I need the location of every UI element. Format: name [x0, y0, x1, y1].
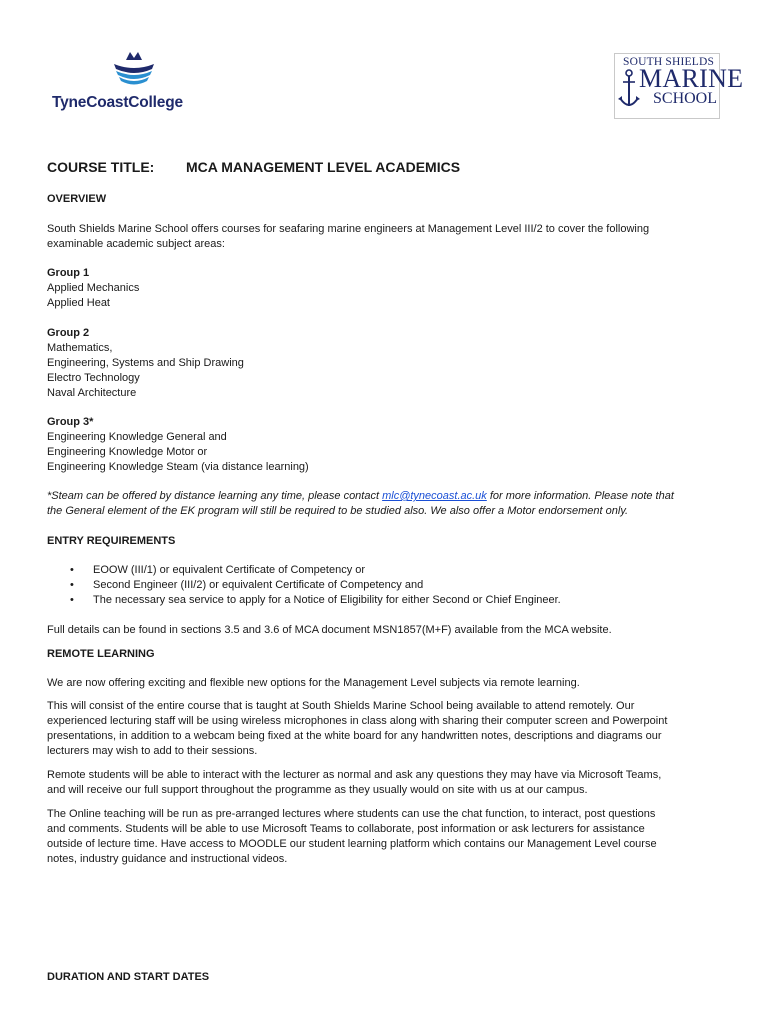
logo-text-marine: MARINE: [639, 64, 744, 93]
remote-paragraph-1: We are now offering exciting and flexible new options for the Management Level subjects via remote learning.: [47, 677, 580, 689]
remote-paragraph-4-line: The Online teaching will be run as pre-arranged lectures where students can use the chat function, to interact, post questions: [47, 808, 656, 820]
logo-text-tynecoast: TyneCoast: [52, 94, 129, 111]
remote-paragraph-2-line: experienced lecturing staff will be using wireless microphones in class along with sharing their computer screen and Powerpoint: [47, 715, 668, 727]
remote-paragraph-4-line: outside of lecture time. Have access to MOODLE our student learning platform which contains our Management Level course: [47, 838, 657, 850]
ship-icon: [104, 50, 164, 92]
overview-heading: OVERVIEW: [47, 193, 107, 205]
entry-requirements-list: [70, 563, 561, 608]
group-3-item: Engineering Knowledge General and: [47, 431, 227, 443]
group-1-title: Group 1: [47, 267, 90, 279]
group-2-item: Electro Technology: [47, 372, 140, 384]
remote-paragraph-2-line: This will consist of the entire course that is taught at South Shields Marine School being available to attend remotely. Our: [47, 700, 635, 712]
remote-paragraph-4-line: and comments. Students will be able to use Microsoft Teams to collaborate, post information or ask lecturers for assistance: [47, 823, 645, 835]
remote-paragraph-3-line: Remote students will be able to interact with the lecturer as normal and ask any questions they may have via Microsoft Teams,: [47, 769, 662, 781]
list-item: • EOOW (III/1) or equivalent Certificate of Competency or: [70, 563, 561, 578]
course-title-value: MCA MANAGEMENT LEVEL ACADEMICS: [186, 159, 461, 175]
contact-email-link[interactable]: mlc@tynecoast.ac.uk: [382, 490, 487, 502]
group-3-item: Engineering Knowledge Motor or: [47, 446, 208, 458]
group-2-item: Engineering, Systems and Ship Drawing: [47, 357, 244, 369]
entry-details: Full details can be found in sections 3.5 and 3.6 of MCA document MSN1857(M+F) available from the MCA website.: [47, 624, 612, 636]
tyne-coast-college-logo: [52, 50, 212, 120]
group-1-item: Applied Heat: [47, 297, 110, 309]
list-item: • Second Engineer (III/2) or equivalent Certificate of Competency and: [70, 578, 561, 593]
duration-heading: DURATION AND START DATES: [47, 971, 210, 983]
remote-paragraph-2-line: presentations, in addition to a webcam being fixed at the white board for any handwritten notes, descriptions and diagrams our: [47, 730, 662, 742]
list-item: • The necessary sea service to apply for a Notice of Eligibility for either Second or Chief Engineer.: [70, 593, 561, 608]
group-2-item: Naval Architecture: [47, 387, 137, 399]
south-shields-marine-school-logo: [614, 53, 744, 119]
overview-intro-line-2: examinable academic subject areas:: [47, 238, 225, 250]
logo-text-college: College: [128, 94, 183, 111]
group-3-item: Engineering Knowledge Steam (via distance learning): [47, 461, 309, 473]
remote-paragraph-3-line: and will receive our full support throughout the programme as they usually would on site with us at our campus.: [47, 784, 588, 796]
remote-paragraph-2-line: lecturers may wish to add to their sessions.: [47, 745, 258, 757]
anchor-icon: [617, 68, 641, 112]
logo-text-south-shields: SOUTH SHIELDS: [623, 56, 715, 68]
remote-paragraph-4-line: notes, industry guidance and instructional videos.: [47, 853, 288, 865]
group-2-title: Group 2: [47, 327, 90, 339]
entry-requirements-heading: ENTRY REQUIREMENTS: [47, 535, 176, 547]
steam-note-line-2: the General element of the EK program will still be required to be studied also. We also offer a Motor endorsement only.: [47, 505, 629, 517]
course-title-label: COURSE TITLE:: [47, 159, 155, 175]
group-3-title: Group 3*: [47, 416, 94, 428]
group-2-item: Mathematics,: [47, 342, 113, 354]
logo-text-school: SCHOOL: [653, 90, 718, 107]
steam-note-text: for more information. Please note that: [486, 490, 674, 502]
steam-note-line-1: [47, 489, 674, 504]
steam-note-text: *Steam can be offered by distance learning any time, please contact: [47, 490, 383, 502]
remote-learning-heading: REMOTE LEARNING: [47, 648, 155, 660]
overview-intro-line-1: South Shields Marine School offers courses for seafaring marine engineers at Management Level III/2 to cover the following: [47, 223, 650, 235]
group-1-item: Applied Mechanics: [47, 282, 140, 294]
